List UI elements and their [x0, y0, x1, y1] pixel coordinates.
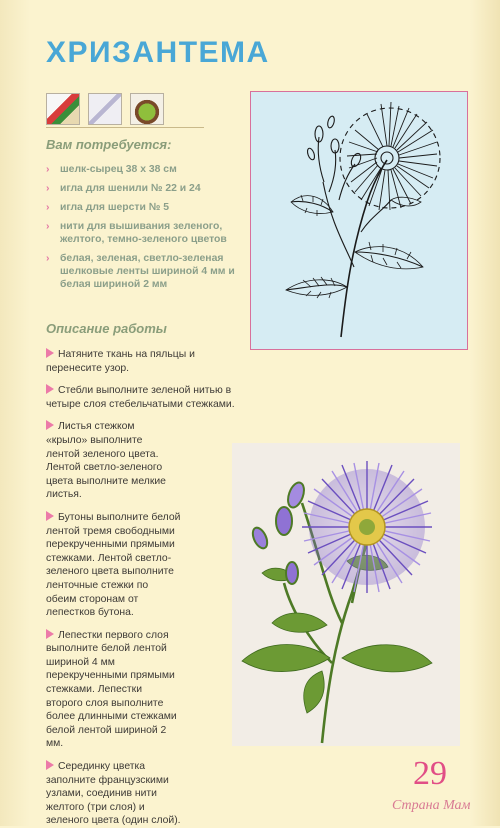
pink-chevron-icon: ›: [46, 202, 50, 213]
materials-heading: Вам потребуется:: [46, 137, 172, 152]
step-item: Стебли выполните зеленой нитью в четыре слоя стебельчатыми стежками.: [46, 385, 235, 410]
materials-item: › белая, зеленая, светло-зеленая шелковые ленты шириной 4 мм и белая шириной 2 мм: [46, 253, 235, 290]
step-item: Бутоны выполните белой лентой тремя свободными перекрученными прямыми стежками. Лентой светло-зеленого цвета выполните ленточные стежки по обеим сторонам от лепестков бутона.: [46, 511, 181, 619]
embroidered-chrysanthemum: [232, 443, 460, 746]
pink-triangle-icon: [46, 760, 54, 770]
thumbnail-threads: [46, 93, 80, 125]
pattern-illustration: [250, 91, 468, 350]
materials-list: [46, 163, 242, 297]
materials-thumbnails: [46, 93, 164, 125]
pink-chevron-icon: ›: [46, 183, 50, 194]
page-title: ХРИЗАНТЕМА: [46, 36, 270, 69]
pink-triangle-icon: [46, 348, 54, 358]
pink-triangle-icon: [46, 384, 54, 394]
step-item: Листья стежком «крыло» выполните лентой зеленого цвета. Лентой светло-зеленого цвета выполните мелкие листья.: [46, 421, 166, 501]
pink-chevron-icon: ›: [46, 253, 50, 264]
materials-item: › шелк-сырец 38 х 38 см: [46, 164, 177, 175]
materials-item: › игла для шерсти № 5: [46, 202, 170, 213]
thumbnail-needles: [88, 93, 122, 125]
materials-item: › игла для шенили № 22 и 24: [46, 183, 201, 194]
step-item: Серединку цветка заполните французскими узлами, соединив нити желтого (три слоя) и зеленого цвета (один слой).: [46, 761, 181, 827]
thumbnail-cushion: [130, 93, 164, 125]
pink-triangle-icon: [46, 629, 54, 639]
pink-triangle-icon: [46, 420, 54, 430]
pattern-buds: [306, 115, 362, 168]
materials-item: › нити для вышивания зеленого, желтого, темно-зеленого цветов: [46, 221, 227, 245]
pink-triangle-icon: [46, 511, 54, 521]
steps-list: [46, 348, 242, 828]
step-item: Натяните ткань на пяльцы и перенесите узор.: [46, 349, 195, 374]
photo-leaves: [242, 555, 432, 713]
watermark: Страна Мам: [392, 798, 471, 813]
chrysanthemum-pattern-drawing: [251, 92, 467, 349]
page-number: 29: [413, 755, 447, 792]
pink-chevron-icon: ›: [46, 221, 50, 232]
description-heading: Описание работы: [46, 321, 167, 336]
step-item: Лепестки первого слоя выполните белой лентой шириной 4 мм перекрученными прямыми стежками. Лепестки второго слоя выполните более длинными стежками белой лентой шириной 2 мм.: [46, 629, 177, 750]
embroidery-photo: [232, 443, 460, 746]
divider: [46, 127, 204, 128]
pink-chevron-icon: ›: [46, 164, 50, 175]
